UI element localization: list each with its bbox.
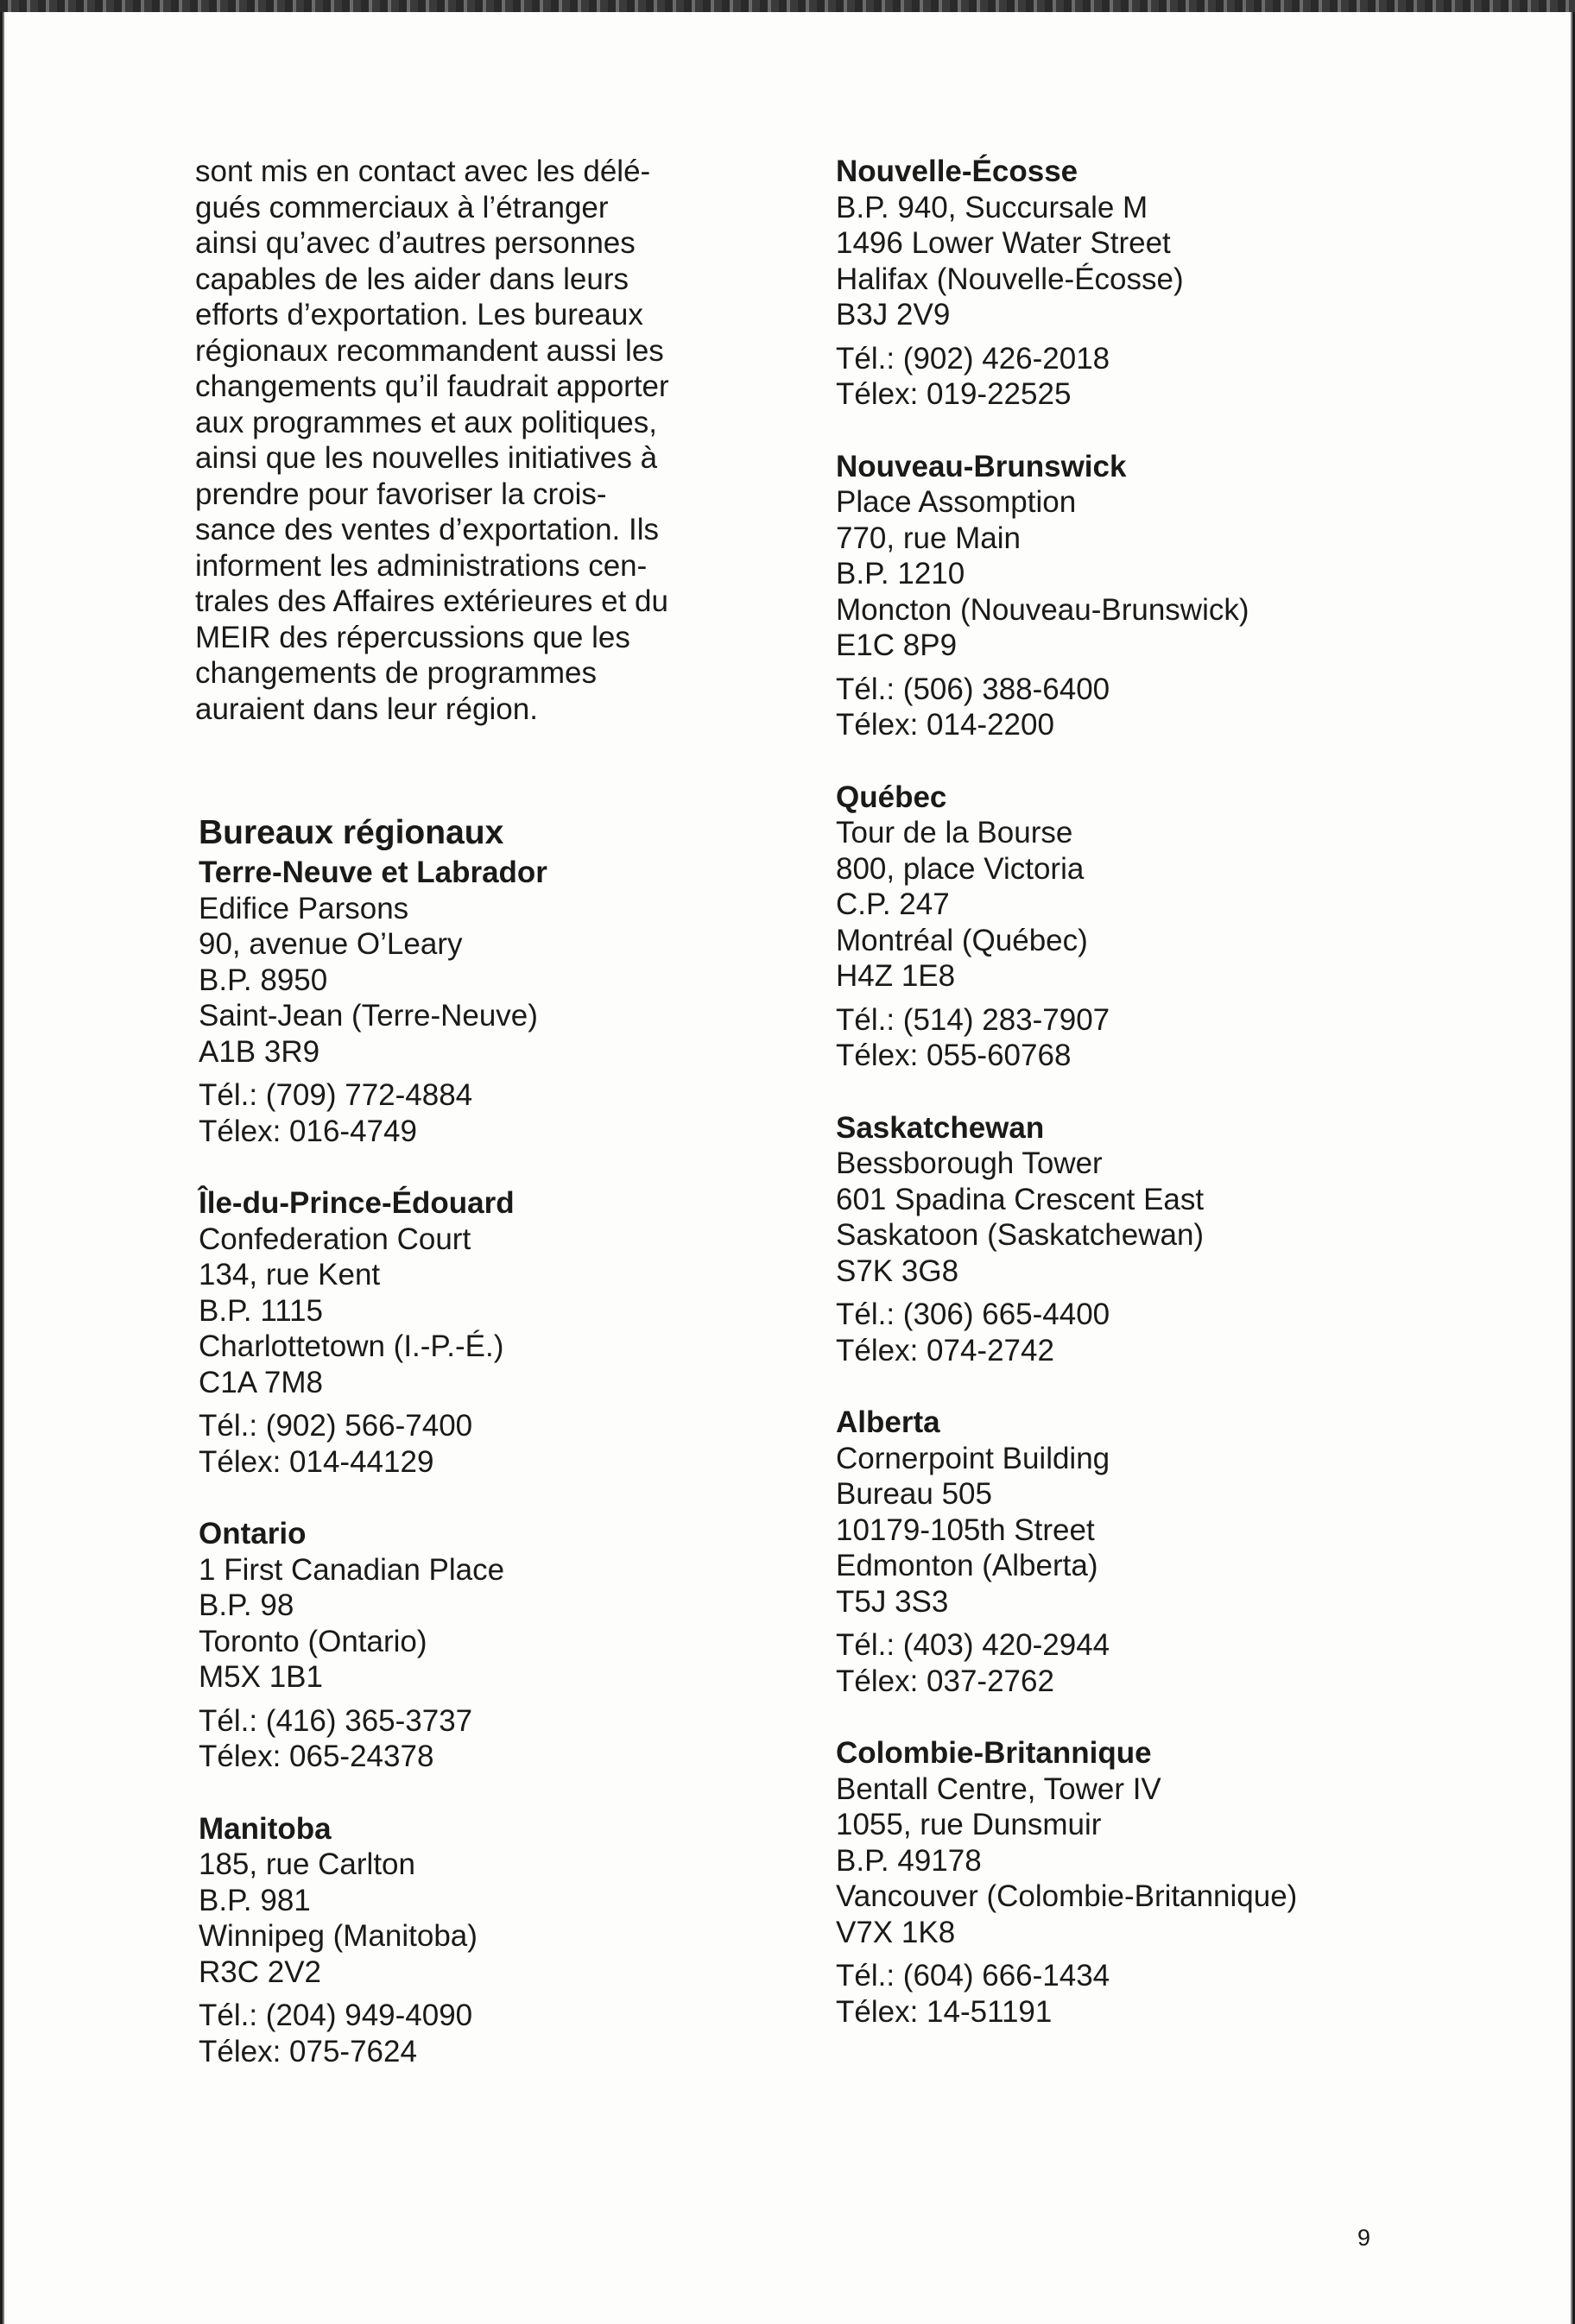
address-line: Place Assomption	[836, 485, 1077, 519]
office-block	[836, 154, 1509, 413]
address-line: Vancouver (Colombie-Britannique)	[836, 1879, 1298, 1913]
intro-line: sont mis en contact avec les délé-	[195, 155, 651, 188]
telex-line: Télex: 074-2742	[836, 1333, 1054, 1367]
office-address	[836, 1146, 1509, 1289]
address-line: B.P. 98	[199, 1588, 294, 1622]
address-line: B.P. 1115	[199, 1293, 324, 1328]
office-address	[199, 1552, 769, 1696]
telex-line: Télex: 037-2762	[836, 1664, 1054, 1698]
address-line: C1A 7M8	[199, 1365, 323, 1399]
address-line: H4Z 1E8	[836, 959, 956, 993]
address-line: Edifice Parsons	[199, 891, 409, 925]
office-contact	[199, 1703, 769, 1775]
office-name: Québec	[836, 780, 947, 814]
office-block	[199, 1516, 769, 1775]
office-name: Île-du-Prince-Édouard	[199, 1186, 515, 1220]
intro-line: changements qu’il faudrait apporter	[195, 369, 669, 403]
address-line: Halifax (Nouvelle-Écosse)	[836, 262, 1184, 296]
office-name: Ontario	[199, 1517, 307, 1550]
scan-top-border	[0, 0, 1575, 12]
office-address	[199, 891, 769, 1070]
right-office-list	[836, 154, 1509, 2030]
telex-line: Télex: 055-60768	[836, 1039, 1072, 1072]
intro-line: MEIR des répercussions que les	[195, 620, 630, 654]
intro-line: informent les administrations cen-	[195, 548, 648, 583]
intro-line: auraient dans leur région.	[195, 692, 538, 726]
intro-line: trales des Affaires extérieures et du	[195, 584, 668, 618]
address-line: B.P. 8950	[199, 963, 328, 997]
office-block	[836, 1405, 1509, 1699]
address-line: 134, rue Kent	[199, 1258, 381, 1291]
address-line: 1 First Canadian Place	[199, 1552, 505, 1587]
address-line: B.P. 1210	[836, 557, 965, 590]
intro-line: régionaux recommandent aussi les	[195, 333, 664, 368]
address-line: 601 Spadina Crescent East	[836, 1182, 1205, 1216]
section-title: Bureaux régionaux	[199, 814, 504, 851]
office-contact	[199, 1408, 769, 1480]
left-office-list	[199, 855, 769, 2069]
office-address	[836, 484, 1509, 664]
address-line: 1496 Lower Water Street	[836, 226, 1171, 260]
page-number: 9	[1357, 2225, 1371, 2251]
office-address	[836, 1441, 1509, 1620]
right-column	[836, 154, 1509, 2066]
office-name: Manitoba	[199, 1811, 332, 1846]
address-line: Bentall Centre, Tower IV	[836, 1771, 1161, 1806]
telephone-line: Tél.: (403) 420-2944	[836, 1628, 1110, 1662]
office-contact	[836, 1297, 1509, 1368]
office-contact	[199, 1077, 769, 1149]
office-name: Nouvelle-Écosse	[836, 155, 1078, 188]
address-line: T5J 3S3	[836, 1584, 949, 1619]
address-line: Cornerpoint Building	[836, 1441, 1110, 1475]
telephone-line: Tél.: (506) 388-6400	[836, 672, 1110, 706]
address-line: R3C 2V2	[199, 1955, 322, 1989]
address-line: 90, avenue O’Leary	[199, 927, 463, 961]
telex-line: Télex: 014-44129	[199, 1444, 434, 1479]
office-contact	[836, 672, 1509, 743]
telex-line: Télex: 019-22525	[836, 377, 1072, 411]
office-block	[836, 780, 1509, 1074]
address-line: Toronto (Ontario)	[199, 1624, 427, 1658]
address-line: V7X 1K8	[836, 1915, 956, 1949]
office-address	[836, 1771, 1509, 1951]
telex-line: Télex: 075-7624	[199, 2034, 417, 2068]
address-line: Saskatoon (Saskatchewan)	[836, 1218, 1205, 1252]
address-line: 1055, rue Dunsmuir	[836, 1808, 1102, 1841]
office-contact	[836, 1002, 1509, 1074]
intro-line: ainsi que les nouvelles initiatives à	[195, 441, 658, 475]
office-block	[199, 1185, 769, 1480]
office-block	[199, 1811, 769, 2070]
telephone-line: Tél.: (306) 665-4400	[836, 1298, 1110, 1331]
address-line: Bessborough Tower	[836, 1146, 1103, 1180]
address-line: 800, place Victoria	[836, 851, 1085, 886]
address-line: Montréal (Québec)	[836, 923, 1088, 957]
office-name: Terre-Neuve et Labrador	[199, 856, 547, 889]
address-line: Bureau 505	[836, 1477, 992, 1511]
address-line: Charlottetown (I.-P.-É.)	[199, 1329, 504, 1363]
address-line: M5X 1B1	[199, 1660, 323, 1694]
intro-paragraph	[195, 154, 765, 727]
address-line: B.P. 981	[199, 1883, 311, 1917]
scan-left-border	[0, 12, 9, 2324]
telephone-line: Tél.: (902) 566-7400	[199, 1409, 473, 1443]
office-contact	[199, 1998, 769, 2069]
address-line: E1C 8P9	[836, 628, 958, 662]
address-line: B3J 2V9	[836, 298, 951, 332]
intro-line: changements de programmes	[195, 656, 597, 690]
office-name: Nouveau-Brunswick	[836, 449, 1127, 483]
telephone-line: Tél.: (604) 666-1434	[836, 1959, 1110, 1992]
office-name: Saskatchewan	[836, 1110, 1045, 1145]
intro-line: prendre pour favoriser la crois-	[195, 477, 607, 511]
telex-line: Télex: 014-2200	[836, 708, 1054, 742]
office-contact	[836, 1627, 1509, 1699]
telephone-line: Tél.: (709) 772-4884	[199, 1078, 473, 1112]
telex-line: Télex: 065-24378	[199, 1740, 434, 1773]
address-line: Edmonton (Alberta)	[836, 1549, 1098, 1582]
intro-line: aux programmes et aux politiques,	[195, 405, 657, 439]
intro-line: efforts d’exportation. Les bureaux	[195, 298, 643, 332]
address-line: B.P. 49178	[836, 1843, 982, 1878]
address-line: 770, rue Main	[836, 521, 1022, 555]
address-line: Tour de la Bourse	[836, 816, 1073, 849]
office-address	[199, 1222, 769, 1401]
office-address	[836, 815, 1509, 995]
intro-line: ainsi qu’avec d’autres personnes	[195, 226, 636, 260]
intro-line: sance des ventes d’exportation. Ils	[195, 513, 659, 546]
telephone-line: Tél.: (204) 949-4090	[199, 1999, 473, 2032]
address-line: 10179-105th Street	[836, 1512, 1095, 1547]
address-line: Confederation Court	[199, 1222, 471, 1256]
office-block	[836, 1735, 1509, 2030]
office-block	[199, 855, 769, 1149]
intro-line: gués commerciaux à l’étranger	[195, 190, 609, 224]
intro-line: capables de les aider dans leurs	[195, 262, 629, 296]
address-line: Saint-Jean (Terre-Neuve)	[199, 999, 538, 1033]
office-name: Colombie-Britannique	[836, 1736, 1152, 1770]
office-address	[836, 190, 1509, 333]
telex-line: Télex: 14-51191	[836, 1994, 1053, 2029]
telephone-line: Tél.: (514) 283-7907	[836, 1002, 1110, 1037]
office-address	[199, 1847, 769, 1990]
address-line: Winnipeg (Manitoba)	[199, 1919, 478, 1953]
telex-line: Télex: 016-4749	[199, 1114, 417, 1148]
office-contact	[836, 1958, 1509, 2030]
address-line: C.P. 247	[836, 887, 950, 921]
office-block	[836, 1110, 1509, 1369]
address-line: Moncton (Nouveau-Brunswick)	[836, 592, 1249, 627]
office-name: Alberta	[836, 1405, 940, 1439]
office-contact	[836, 341, 1509, 413]
left-column	[199, 813, 769, 2106]
address-line: 185, rue Carlton	[199, 1847, 415, 1881]
address-line: B.P. 940, Succursale M	[836, 190, 1148, 224]
scan-right-border	[1566, 12, 1575, 2324]
office-block	[836, 449, 1509, 743]
telephone-line: Tél.: (902) 426-2018	[836, 341, 1110, 376]
address-line: S7K 3G8	[836, 1254, 959, 1288]
telephone-line: Tél.: (416) 365-3737	[199, 1703, 473, 1738]
address-line: A1B 3R9	[199, 1034, 320, 1069]
